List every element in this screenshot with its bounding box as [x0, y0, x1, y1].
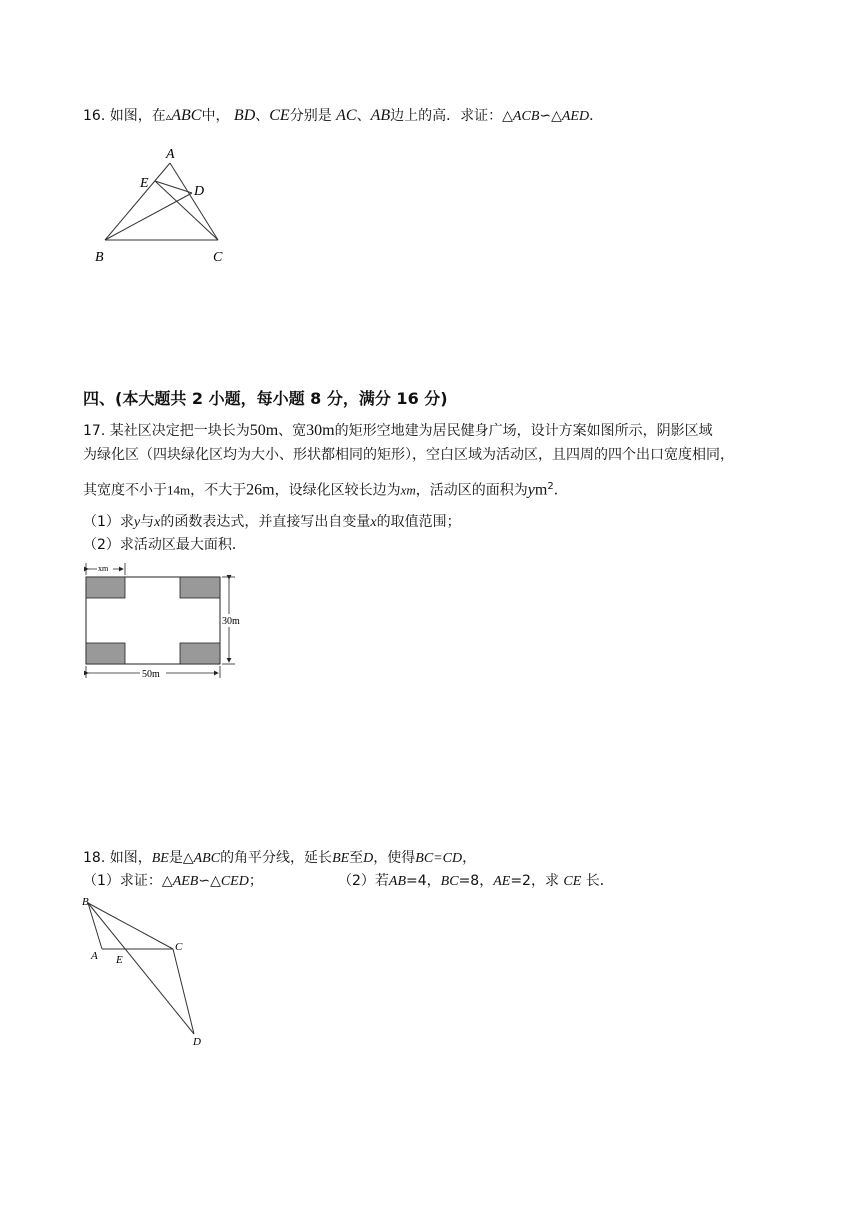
label-b: B [82, 896, 89, 908]
green-area-bottom-right [180, 643, 220, 664]
green-area-top-left [86, 577, 125, 598]
q18-part-1: （1）求证：△AEB∽△CED； [83, 873, 263, 889]
q17-plaza-figure [83, 560, 253, 685]
segment-bc [88, 903, 173, 949]
q18-statement: 18. 如图，BE是△ABC的角平分线，延长BE至D，使得BC=CD， [83, 850, 477, 866]
q17-line-3: 其宽度不小于14m，不大于26m，设绿化区较长边为xm，活动区的面积为$ym^2$． [83, 481, 568, 499]
green-area-bottom-left [86, 643, 125, 664]
label-b: B [95, 250, 104, 265]
label-e: E [116, 954, 123, 966]
label-c: C [175, 941, 183, 953]
q17-line-2: 为绿化区（四块绿化区均为大小、形状都相同的矩形），空白区域为活动区，且四周的四个出口宽度相同， [83, 447, 734, 463]
label-d: D [194, 184, 205, 199]
label-a: A [91, 950, 98, 962]
q18-part-2: （2）若AB=4，BC=8，AE=2，求 CE 长． [338, 873, 614, 889]
q17-line-1: 17. 某社区决定把一块长为50m、宽30m的矩形空地建为居民健身广场，设计方案如图所示，阴影区域 [83, 422, 713, 439]
section-heading: 四、(本大题共 2 小题，每小题 8 分，满分 16 分) [83, 389, 448, 408]
segment-ed [155, 181, 192, 193]
label-xm: xm [98, 564, 109, 573]
triangle-symbol: ▵ [165, 110, 172, 123]
segment-ab [105, 163, 170, 240]
label-e: E [140, 176, 149, 191]
label-a: A [166, 147, 175, 162]
segment-bd [105, 193, 192, 240]
q16-statement: 16. 如图，在▵ABC中， BD、CE分别是 AC、AB边上的高．求证：△ACB∽△AED． [83, 107, 604, 124]
q16-number: 16. [83, 108, 106, 124]
label-c: C [213, 250, 223, 265]
q16-triangle-figure [85, 143, 245, 273]
label-30m: 30m [222, 616, 240, 627]
q16-claim: △ACB∽△AED [502, 109, 590, 124]
q17-part-2: （2）求活动区最大面积． [83, 537, 246, 553]
q18-figure [78, 893, 218, 1053]
label-d: D [193, 1036, 201, 1048]
q17-part-1: （1）求y与x的函数表达式，并直接写出自变量x的取值范围； [83, 514, 461, 530]
label-50m: 50m [142, 669, 160, 680]
green-area-top-right [180, 577, 220, 598]
